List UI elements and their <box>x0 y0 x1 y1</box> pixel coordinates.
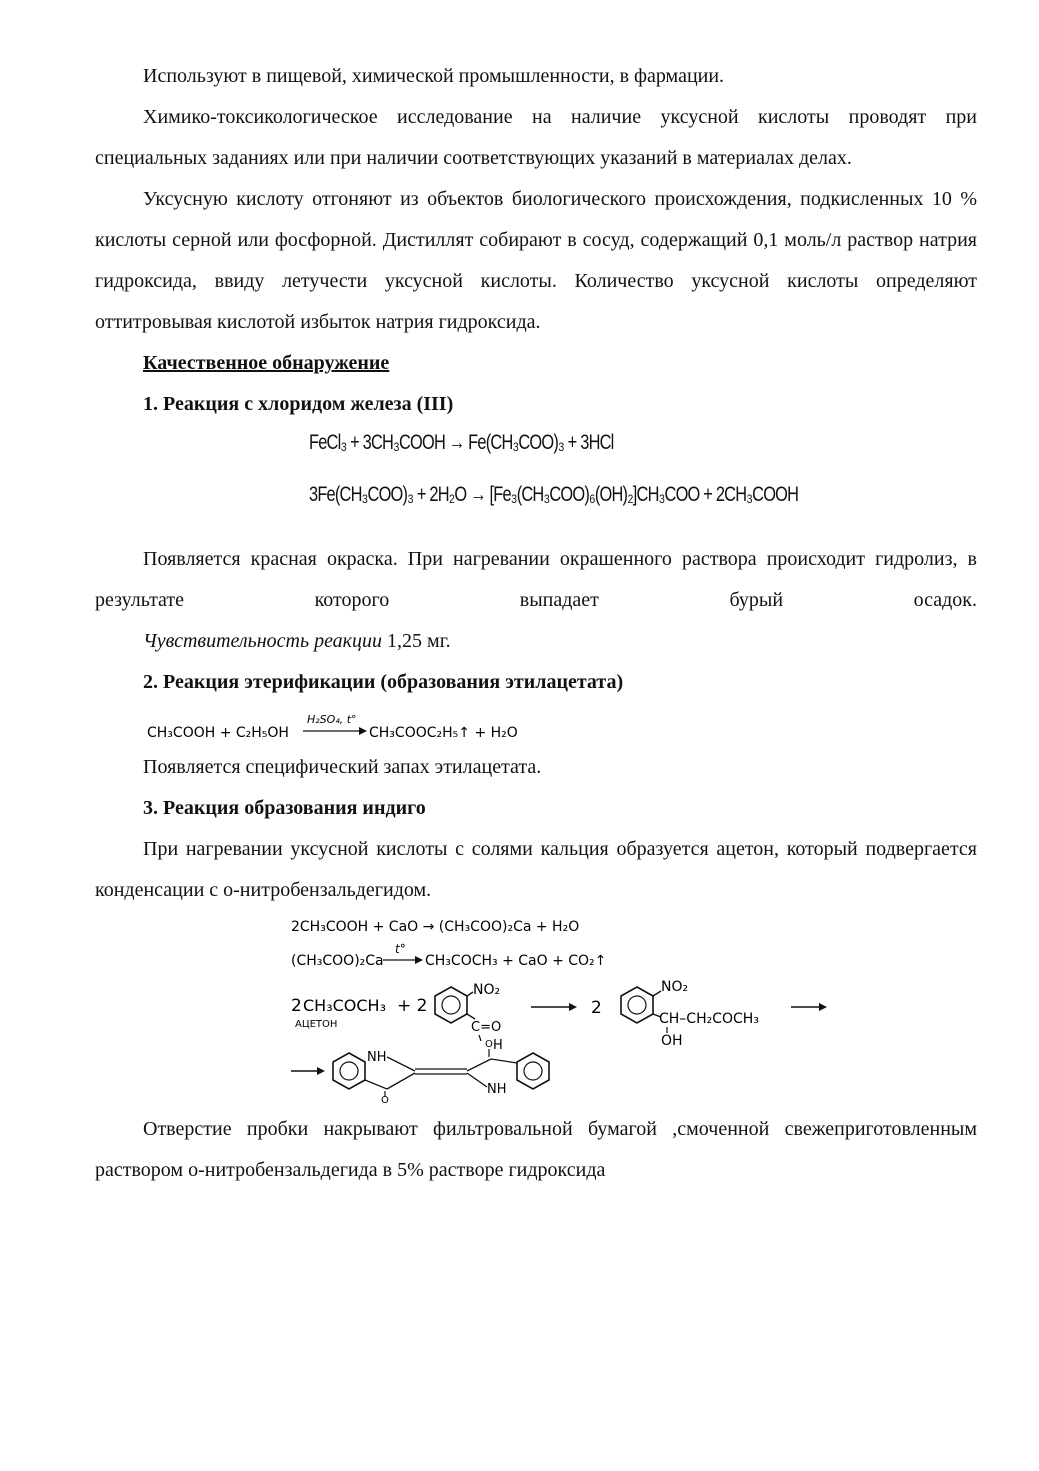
ester-left: CH₃COOH + C₂H₅OH <box>147 725 289 741</box>
sensitivity-value: 1,25 мг. <box>382 630 451 652</box>
product-ring <box>621 987 653 1023</box>
indigo-scheme-svg <box>291 911 831 1103</box>
esterification-equation <box>147 703 977 747</box>
indigo-bond-3 <box>387 1073 415 1089</box>
sensitivity-label: Чувствительность реакции <box>143 630 383 652</box>
indigo-o-right: O <box>485 1039 493 1050</box>
product-nitro: NO₂ <box>661 979 689 995</box>
reaction-3-heading: 3. Реакция образования индиго <box>143 797 426 819</box>
equation-fecl3: FeCl₃ + 3CH₃COOH → Fe(CH₃COO)₃ + 3HCl <box>309 431 614 454</box>
paragraph-distillation: Уксусную кислоту отгоняют из объектов биологического происхождения, подкисленных 10 % кислоты серной или фосфорной. Дистиллят собирают в сосуд, содержащий 0,1 моль/л раствор натрия гидроксида, ввиду летучести уксусной кислоты. Количество уксусной кислоты определяют оттитровывая кислотой избыток натрия гидроксида. <box>95 188 977 333</box>
indigo-nh-left: NH <box>367 1050 387 1065</box>
indigo-nh-right: NH <box>487 1082 507 1097</box>
equation-hydrolysis-left: 3Fe(CH₃COO)₃ + 2H₂O → <box>309 483 486 506</box>
acetone-formula: CH₃COCH₃ <box>303 996 386 1015</box>
ring-circle <box>442 996 460 1014</box>
equation-hydrolysis <box>309 483 798 507</box>
reaction-arrow-1-head <box>569 1003 577 1011</box>
paragraph-filter-paper: Отверстие пробки накрывают фильтровальной бумагой ,смоченной свежеприготовленным раствором о-нитробензальдегида в 5% растворе гидроксида <box>95 1118 977 1181</box>
indigo-ring-right <box>517 1053 549 1089</box>
paragraph-acetone: При нагревании уксусной кислоты с солями кальция образуется ацетон, который подвергается конденсации с о-нитробензальдегидом. <box>95 838 977 901</box>
document-page <box>95 56 977 1191</box>
plus-two: + 2 <box>397 996 428 1016</box>
indigo-scheme <box>291 911 977 1103</box>
paragraph-uses: Используют в пищевой, химической промышленности, в фармации. <box>143 65 725 87</box>
product-chain: CH–CH₂COCH₃ <box>659 1011 759 1027</box>
ferric-chloride-equations <box>309 427 977 539</box>
paragraph-sensitivity <box>95 621 977 662</box>
indigo-eq-2-condition: t° <box>395 942 406 956</box>
acetone-coefficient: 2 <box>291 996 302 1016</box>
indigo-eq-2-left: (CH₃COO)₂Ca <box>291 953 384 969</box>
indigo-ring-left <box>333 1053 365 1089</box>
indigo-eq-1: 2CH₃COOH + CaO → (CH₃COO)₂Ca + H₂O <box>291 919 580 935</box>
nitrobenzaldehyde-ring <box>435 987 467 1023</box>
product-oh: OH <box>661 1033 683 1049</box>
section-heading: Качественное обнаружение <box>143 352 390 374</box>
indigo-bond-5 <box>491 1059 517 1063</box>
acetone-label: АЦЕТОН <box>295 1019 338 1030</box>
reaction-2-heading: 2. Реакция этерификации (образования этилацетата) <box>143 671 624 693</box>
paragraph-ester-smell: Появляется специфический запах этилацетата. <box>143 756 542 778</box>
ester-arrowhead <box>359 727 367 735</box>
indigo-eq-2-arrowhead <box>415 956 423 964</box>
esterification-svg <box>147 703 567 747</box>
indigo-bond-6 <box>467 1073 487 1087</box>
aldehyde-h: H <box>493 1038 503 1053</box>
bond-ch <box>479 1035 481 1041</box>
ester-condition: H₂SO₄, t° <box>307 713 357 726</box>
indigo-bond-1 <box>387 1057 415 1071</box>
product-bond-no2 <box>653 991 661 996</box>
paragraph-red-color: Появляется красная окраска. При нагревании окрашенного раствора происходит гидролиз, в результате которого выпадает бурый осадок. <box>95 548 977 611</box>
indigo-ring-left-circle <box>340 1062 358 1080</box>
reaction-arrow-3-head <box>317 1067 325 1075</box>
reaction-arrow-2-head <box>819 1003 827 1011</box>
indigo-o-left: O <box>381 1095 389 1103</box>
equation-hydrolysis-right: [Fe₃(CH₃COO)₆(OH)₂]CH₃COO + 2CH₃COOH <box>489 483 799 506</box>
paragraph-research: Химико-токсикологическое исследование на наличие уксусной кислоты проводят при специальных заданиях или при наличии соответствующих указаний в материалах делах. <box>95 106 977 169</box>
indigo-ring-right-circle <box>524 1062 542 1080</box>
bond-cho <box>467 1014 475 1019</box>
indigo-bond-4 <box>467 1059 491 1071</box>
product-coefficient: 2 <box>591 998 602 1018</box>
indigo-eq-2-right: CH₃COCH₃ + CaO + CO₂↑ <box>425 953 607 969</box>
nitro-group: NO₂ <box>473 982 501 998</box>
indigo-bond-2 <box>365 1080 387 1089</box>
ester-right: CH₃COOC₂H₅↑ + H₂O <box>369 725 518 741</box>
reaction-1-heading: 1. Реакция с хлоридом железа (III) <box>143 393 454 415</box>
product-ring-circle <box>628 996 646 1014</box>
aldehyde-co: C=O <box>471 1020 502 1035</box>
